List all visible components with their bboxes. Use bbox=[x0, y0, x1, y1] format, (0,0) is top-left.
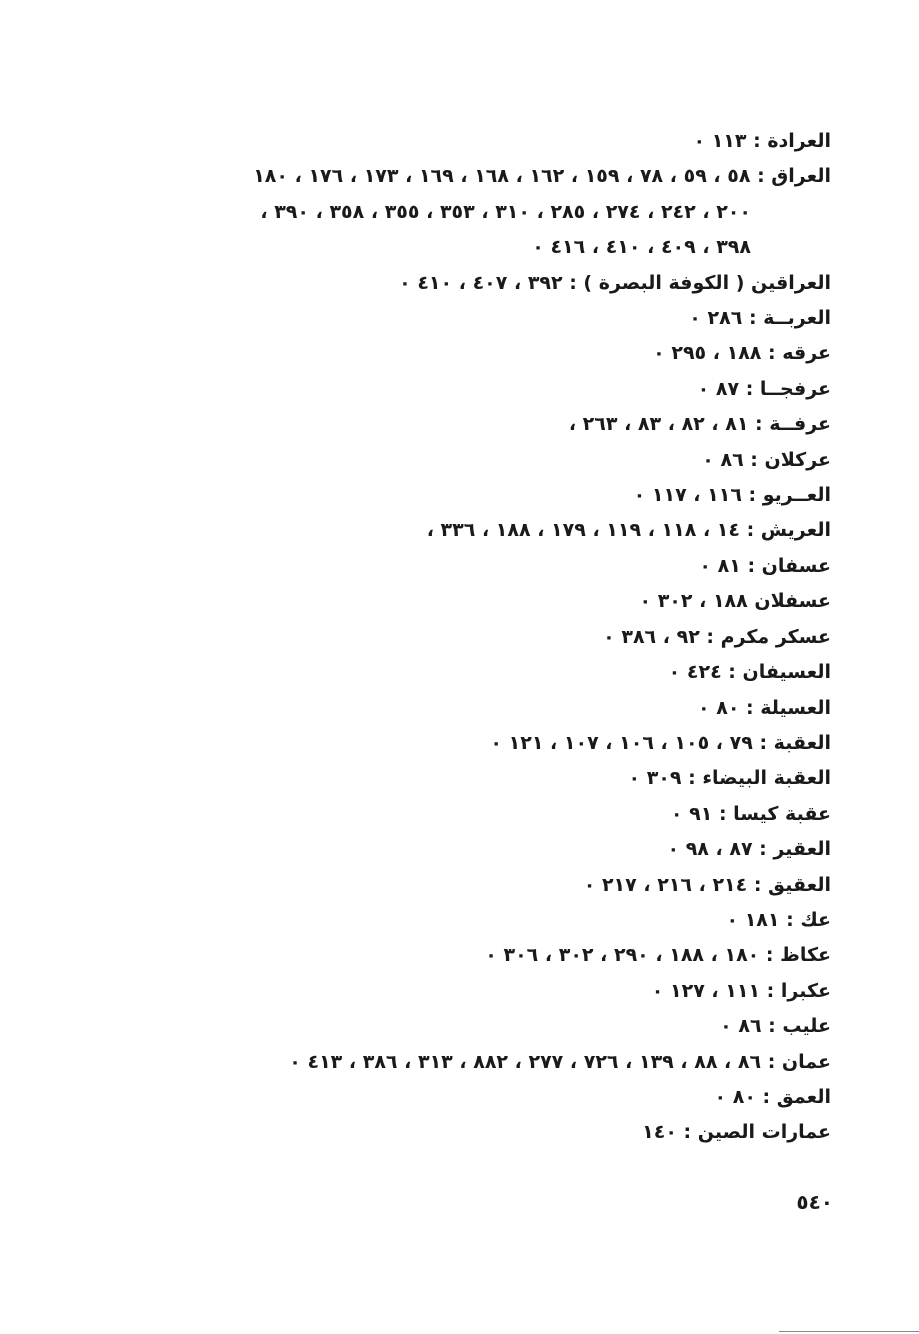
index-entry: عسكر مكرم : ٩٢ ، ٣٨٦ ٠ bbox=[603, 625, 831, 648]
index-entry: العرادة : ١١٣ ٠ bbox=[693, 130, 831, 152]
index-entry: عك : ١٨١ ٠ bbox=[726, 908, 831, 931]
index-entry: عسفلان ١٨٨ ، ٣٠٢ ٠ bbox=[639, 590, 831, 613]
bottom-rule bbox=[779, 1331, 919, 1332]
index-entry: العراق : ٥٨ ، ٥٩ ، ٧٨ ، ١٥٩ ، ١٦٢ ، ١٦٨ ، ١٦٩ ، ١٧٣ ، ١٧٦ ، ١٨٠ bbox=[253, 165, 831, 188]
page-number: ٥٤٠ bbox=[796, 1190, 833, 1214]
index-entry: عكاظ : ١٨٠ ، ١٨٨ ، ٢٩٠ ، ٣٠٢ ، ٣٠٦ ٠ bbox=[485, 944, 831, 967]
index-entry: عمارات الصين : ١٤٠ bbox=[642, 1121, 831, 1144]
index-entry: العسيلة : ٨٠ ٠ bbox=[697, 696, 831, 719]
index-entry: العقيق : ٢١٤ ، ٢١٦ ، ٢١٧ ٠ bbox=[583, 873, 831, 896]
index-entries bbox=[100, 124, 831, 1151]
index-entry: عرفجــا : ٨٧ ٠ bbox=[697, 377, 831, 400]
index-entry: العربــة : ٢٨٦ ٠ bbox=[689, 307, 831, 330]
index-entry: العقبة : ٧٩ ، ١٠٥ ، ١٠٦ ، ١٠٧ ، ١٢١ ٠ bbox=[490, 731, 831, 754]
index-entry: عسفان : ٨١ ٠ bbox=[699, 554, 831, 577]
index-entry-continuation: ٢٠٠ ، ٢٤٢ ، ٢٧٤ ، ٢٨٥ ، ٣١٠ ، ٣٥٣ ، ٣٥٥ ، ٣٥٨ ، ٣٩٠ ، bbox=[260, 200, 751, 223]
index-entry: العريش : ١٤ ، ١١٨ ، ١١٩ ، ١٧٩ ، ١٨٨ ، ٣٣٦ ، bbox=[426, 519, 831, 542]
index-entry: العراقين ( الكوفة البصرة ) : ٣٩٢ ، ٤٠٧ ، ٤١٠ ٠ bbox=[399, 271, 831, 294]
index-entry: عركلان : ٨٦ ٠ bbox=[702, 448, 831, 471]
index-entry-continuation: ٣٩٨ ، ٤٠٩ ، ٤١٠ ، ٤١٦ ٠ bbox=[532, 236, 751, 259]
index-entry: العقبة البيضاء : ٣٠٩ ٠ bbox=[628, 767, 831, 790]
index-entry: عرفــة : ٨١ ، ٨٢ ، ٨٣ ، ٢٦٣ ، bbox=[568, 413, 831, 436]
index-entry: العسيفان : ٤٢٤ ٠ bbox=[668, 661, 831, 684]
index-entry: العــريو : ١١٦ ، ١١٧ ٠ bbox=[633, 484, 831, 507]
index-entry: عقبة كيسا : ٩١ ٠ bbox=[670, 802, 831, 825]
index-entry: عليب : ٨٦ ٠ bbox=[720, 1015, 831, 1038]
index-entry: عمان : ٨٦ ، ٨٨ ، ١٣٩ ، ٧٢٦ ، ٢٧٧ ، ٨٨٢ ، ٣١٣ ، ٣٨٦ ، ٤١٣ ٠ bbox=[289, 1050, 831, 1073]
index-entry: العمق : ٨٠ ٠ bbox=[714, 1085, 831, 1108]
index-entry: العقير : ٨٧ ، ٩٨ ٠ bbox=[667, 838, 831, 861]
index-entry: عرقه : ١٨٨ ، ٢٩٥ ٠ bbox=[653, 342, 831, 365]
index-entry: عكبرا : ١١١ ، ١٢٧ ٠ bbox=[651, 979, 831, 1002]
